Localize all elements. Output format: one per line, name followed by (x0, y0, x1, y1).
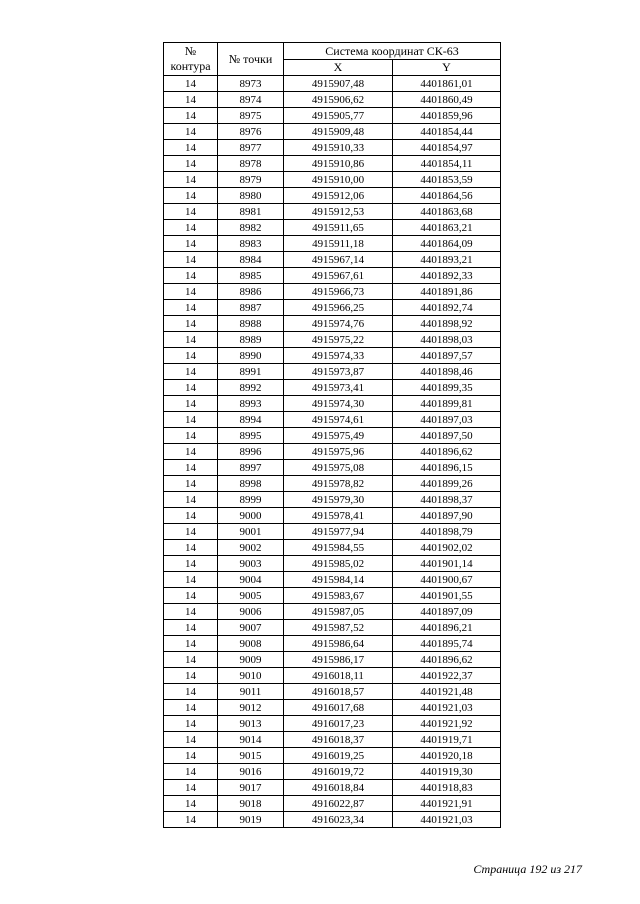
cell-contour: 14 (164, 140, 218, 156)
cell-contour: 14 (164, 156, 218, 172)
cell-x: 4916018,37 (284, 732, 393, 748)
cell-contour: 14 (164, 220, 218, 236)
cell-point: 8982 (218, 220, 284, 236)
cell-point: 8996 (218, 444, 284, 460)
cell-y: 4401864,56 (393, 188, 501, 204)
cell-y: 4401922,37 (393, 668, 501, 684)
cell-x: 4915973,87 (284, 364, 393, 380)
cell-contour: 14 (164, 732, 218, 748)
table-row (164, 812, 501, 828)
cell-x: 4915910,33 (284, 140, 393, 156)
cell-x: 4916017,68 (284, 700, 393, 716)
cell-x: 4916019,25 (284, 748, 393, 764)
table-row (164, 92, 501, 108)
cell-point: 8981 (218, 204, 284, 220)
table-row (164, 764, 501, 780)
cell-y: 4401859,96 (393, 108, 501, 124)
cell-point: 9019 (218, 812, 284, 828)
cell-point: 9006 (218, 604, 284, 620)
table-row (164, 492, 501, 508)
table-row (164, 268, 501, 284)
table-row (164, 652, 501, 668)
cell-contour: 14 (164, 332, 218, 348)
table-row (164, 684, 501, 700)
cell-y: 4401918,83 (393, 780, 501, 796)
cell-contour: 14 (164, 428, 218, 444)
cell-point: 8973 (218, 76, 284, 92)
table-row (164, 428, 501, 444)
cell-point: 9003 (218, 556, 284, 572)
cell-point: 9005 (218, 588, 284, 604)
cell-contour: 14 (164, 668, 218, 684)
cell-y: 4401896,15 (393, 460, 501, 476)
cell-point: 9017 (218, 780, 284, 796)
cell-contour: 14 (164, 300, 218, 316)
cell-x: 4915966,73 (284, 284, 393, 300)
cell-x: 4915975,22 (284, 332, 393, 348)
table-row (164, 604, 501, 620)
cell-point: 8974 (218, 92, 284, 108)
cell-contour: 14 (164, 444, 218, 460)
table-row (164, 540, 501, 556)
cell-contour: 14 (164, 460, 218, 476)
cell-point: 8995 (218, 428, 284, 444)
cell-point: 8978 (218, 156, 284, 172)
cell-y: 4401902,02 (393, 540, 501, 556)
cell-contour: 14 (164, 604, 218, 620)
table-row (164, 188, 501, 204)
cell-x: 4915966,25 (284, 300, 393, 316)
cell-point: 9008 (218, 636, 284, 652)
cell-y: 4401898,46 (393, 364, 501, 380)
cell-point: 8998 (218, 476, 284, 492)
cell-contour: 14 (164, 636, 218, 652)
cell-x: 4915912,06 (284, 188, 393, 204)
cell-point: 8980 (218, 188, 284, 204)
table-row (164, 412, 501, 428)
table-row (164, 396, 501, 412)
table-row (164, 108, 501, 124)
cell-contour: 14 (164, 572, 218, 588)
cell-contour: 14 (164, 700, 218, 716)
cell-x: 4916022,87 (284, 796, 393, 812)
table-row (164, 444, 501, 460)
cell-contour: 14 (164, 748, 218, 764)
cell-contour: 14 (164, 812, 218, 828)
cell-x: 4915979,30 (284, 492, 393, 508)
cell-x: 4916018,57 (284, 684, 393, 700)
cell-x: 4915986,64 (284, 636, 393, 652)
cell-point: 9002 (218, 540, 284, 556)
cell-y: 4401895,74 (393, 636, 501, 652)
table-row (164, 588, 501, 604)
table-row (164, 348, 501, 364)
cell-contour: 14 (164, 108, 218, 124)
cell-y: 4401899,26 (393, 476, 501, 492)
cell-x: 4915974,30 (284, 396, 393, 412)
cell-contour: 14 (164, 716, 218, 732)
cell-x: 4916017,23 (284, 716, 393, 732)
cell-x: 4915984,14 (284, 572, 393, 588)
cell-contour: 14 (164, 492, 218, 508)
cell-contour: 14 (164, 780, 218, 796)
cell-contour: 14 (164, 204, 218, 220)
cell-x: 4915978,41 (284, 508, 393, 524)
table-row (164, 220, 501, 236)
cell-point: 8979 (218, 172, 284, 188)
cell-point: 8988 (218, 316, 284, 332)
cell-point: 8999 (218, 492, 284, 508)
cell-contour: 14 (164, 188, 218, 204)
table-row (164, 796, 501, 812)
cell-x: 4916018,11 (284, 668, 393, 684)
table-row (164, 716, 501, 732)
cell-point: 8989 (218, 332, 284, 348)
cell-x: 4915983,67 (284, 588, 393, 604)
cell-point: 8983 (218, 236, 284, 252)
cell-x: 4915967,61 (284, 268, 393, 284)
header-coordinate-system: Система координат СК-63 (284, 43, 501, 60)
table-row (164, 252, 501, 268)
cell-x: 4915909,48 (284, 124, 393, 140)
table-row (164, 204, 501, 220)
cell-y: 4401921,91 (393, 796, 501, 812)
cell-x: 4915910,00 (284, 172, 393, 188)
cell-x: 4916018,84 (284, 780, 393, 796)
cell-point: 9009 (218, 652, 284, 668)
cell-contour: 14 (164, 236, 218, 252)
cell-y: 4401920,18 (393, 748, 501, 764)
cell-point: 8991 (218, 364, 284, 380)
table-row (164, 316, 501, 332)
cell-point: 9018 (218, 796, 284, 812)
cell-contour: 14 (164, 76, 218, 92)
cell-contour: 14 (164, 652, 218, 668)
cell-y: 4401861,01 (393, 76, 501, 92)
cell-x: 4915977,94 (284, 524, 393, 540)
coordinates-sheet (163, 42, 500, 828)
table-row (164, 140, 501, 156)
table-row (164, 300, 501, 316)
cell-contour: 14 (164, 412, 218, 428)
cell-y: 4401863,68 (393, 204, 501, 220)
table-header (164, 43, 501, 76)
table-row (164, 332, 501, 348)
cell-y: 4401897,50 (393, 428, 501, 444)
header-y: Y (393, 60, 501, 76)
cell-point: 9001 (218, 524, 284, 540)
cell-y: 4401891,86 (393, 284, 501, 300)
cell-contour: 14 (164, 124, 218, 140)
cell-point: 9013 (218, 716, 284, 732)
cell-contour: 14 (164, 796, 218, 812)
cell-contour: 14 (164, 380, 218, 396)
table-row (164, 364, 501, 380)
cell-point: 9014 (218, 732, 284, 748)
cell-point: 8977 (218, 140, 284, 156)
cell-contour: 14 (164, 172, 218, 188)
cell-x: 4915987,52 (284, 620, 393, 636)
table-row (164, 636, 501, 652)
cell-contour: 14 (164, 268, 218, 284)
cell-y: 4401864,09 (393, 236, 501, 252)
table-row (164, 524, 501, 540)
cell-y: 4401899,35 (393, 380, 501, 396)
cell-point: 8997 (218, 460, 284, 476)
cell-contour: 14 (164, 540, 218, 556)
cell-x: 4915975,96 (284, 444, 393, 460)
cell-contour: 14 (164, 284, 218, 300)
cell-y: 4401899,81 (393, 396, 501, 412)
cell-y: 4401860,49 (393, 92, 501, 108)
cell-x: 4915975,49 (284, 428, 393, 444)
cell-x: 4915974,33 (284, 348, 393, 364)
cell-x: 4915975,08 (284, 460, 393, 476)
cell-y: 4401854,97 (393, 140, 501, 156)
cell-contour: 14 (164, 508, 218, 524)
cell-contour: 14 (164, 684, 218, 700)
cell-x: 4915973,41 (284, 380, 393, 396)
cell-x: 4915912,53 (284, 204, 393, 220)
cell-x: 4915967,14 (284, 252, 393, 268)
cell-y: 4401921,03 (393, 700, 501, 716)
table-row (164, 748, 501, 764)
cell-y: 4401863,21 (393, 220, 501, 236)
cell-point: 8986 (218, 284, 284, 300)
cell-point: 8987 (218, 300, 284, 316)
table-row (164, 508, 501, 524)
cell-y: 4401897,09 (393, 604, 501, 620)
header-contour-no: № контура (164, 43, 218, 76)
cell-y: 4401901,55 (393, 588, 501, 604)
cell-x: 4915907,48 (284, 76, 393, 92)
cell-contour: 14 (164, 364, 218, 380)
cell-y: 4401898,79 (393, 524, 501, 540)
cell-y: 4401897,57 (393, 348, 501, 364)
cell-y: 4401892,33 (393, 268, 501, 284)
cell-y: 4401896,62 (393, 652, 501, 668)
page-number: Страница 192 из 217 (473, 862, 582, 876)
cell-point: 8993 (218, 396, 284, 412)
cell-contour: 14 (164, 316, 218, 332)
header-x: X (284, 60, 393, 76)
cell-point: 8975 (218, 108, 284, 124)
cell-y: 4401901,14 (393, 556, 501, 572)
cell-contour: 14 (164, 764, 218, 780)
cell-y: 4401854,11 (393, 156, 501, 172)
cell-x: 4915911,65 (284, 220, 393, 236)
cell-x: 4915974,76 (284, 316, 393, 332)
cell-y: 4401898,92 (393, 316, 501, 332)
cell-x: 4915987,05 (284, 604, 393, 620)
cell-point: 8990 (218, 348, 284, 364)
cell-x: 4915985,02 (284, 556, 393, 572)
cell-contour: 14 (164, 92, 218, 108)
cell-y: 4401893,21 (393, 252, 501, 268)
cell-point: 9011 (218, 684, 284, 700)
table-row (164, 700, 501, 716)
cell-point: 9012 (218, 700, 284, 716)
cell-x: 4915906,62 (284, 92, 393, 108)
cell-x: 4916019,72 (284, 764, 393, 780)
table-row (164, 236, 501, 252)
cell-contour: 14 (164, 588, 218, 604)
cell-y: 4401921,48 (393, 684, 501, 700)
table-row (164, 156, 501, 172)
cell-x: 4915978,82 (284, 476, 393, 492)
cell-y: 4401900,67 (393, 572, 501, 588)
table-row (164, 620, 501, 636)
cell-contour: 14 (164, 620, 218, 636)
cell-y: 4401897,90 (393, 508, 501, 524)
cell-y: 4401898,03 (393, 332, 501, 348)
cell-y: 4401896,21 (393, 620, 501, 636)
cell-point: 8984 (218, 252, 284, 268)
table-row (164, 572, 501, 588)
cell-contour: 14 (164, 476, 218, 492)
table-row (164, 76, 501, 92)
cell-y: 4401919,30 (393, 764, 501, 780)
table-row (164, 172, 501, 188)
cell-y: 4401853,59 (393, 172, 501, 188)
cell-point: 8994 (218, 412, 284, 428)
cell-x: 4915986,17 (284, 652, 393, 668)
cell-x: 4915905,77 (284, 108, 393, 124)
table-row (164, 732, 501, 748)
table-row (164, 556, 501, 572)
table-row (164, 124, 501, 140)
cell-point: 9007 (218, 620, 284, 636)
cell-y: 4401854,44 (393, 124, 501, 140)
cell-point: 9016 (218, 764, 284, 780)
cell-y: 4401892,74 (393, 300, 501, 316)
header-point-no: № точки (218, 43, 284, 76)
cell-x: 4916023,34 (284, 812, 393, 828)
cell-contour: 14 (164, 396, 218, 412)
cell-y: 4401896,62 (393, 444, 501, 460)
table-row (164, 780, 501, 796)
table-row (164, 380, 501, 396)
table-body (164, 76, 501, 828)
table-row (164, 460, 501, 476)
table-row (164, 284, 501, 300)
cell-x: 4915974,61 (284, 412, 393, 428)
cell-x: 4915911,18 (284, 236, 393, 252)
cell-y: 4401921,92 (393, 716, 501, 732)
cell-point: 9015 (218, 748, 284, 764)
table-row (164, 668, 501, 684)
cell-point: 8976 (218, 124, 284, 140)
cell-contour: 14 (164, 252, 218, 268)
cell-point: 9010 (218, 668, 284, 684)
cell-y: 4401921,03 (393, 812, 501, 828)
cell-point: 8985 (218, 268, 284, 284)
cell-x: 4915910,86 (284, 156, 393, 172)
cell-point: 9000 (218, 508, 284, 524)
cell-contour: 14 (164, 348, 218, 364)
cell-point: 9004 (218, 572, 284, 588)
cell-y: 4401919,71 (393, 732, 501, 748)
cell-point: 8992 (218, 380, 284, 396)
cell-y: 4401898,37 (393, 492, 501, 508)
coordinates-table (163, 42, 501, 828)
cell-y: 4401897,03 (393, 412, 501, 428)
cell-contour: 14 (164, 524, 218, 540)
table-row (164, 476, 501, 492)
cell-contour: 14 (164, 556, 218, 572)
cell-x: 4915984,55 (284, 540, 393, 556)
